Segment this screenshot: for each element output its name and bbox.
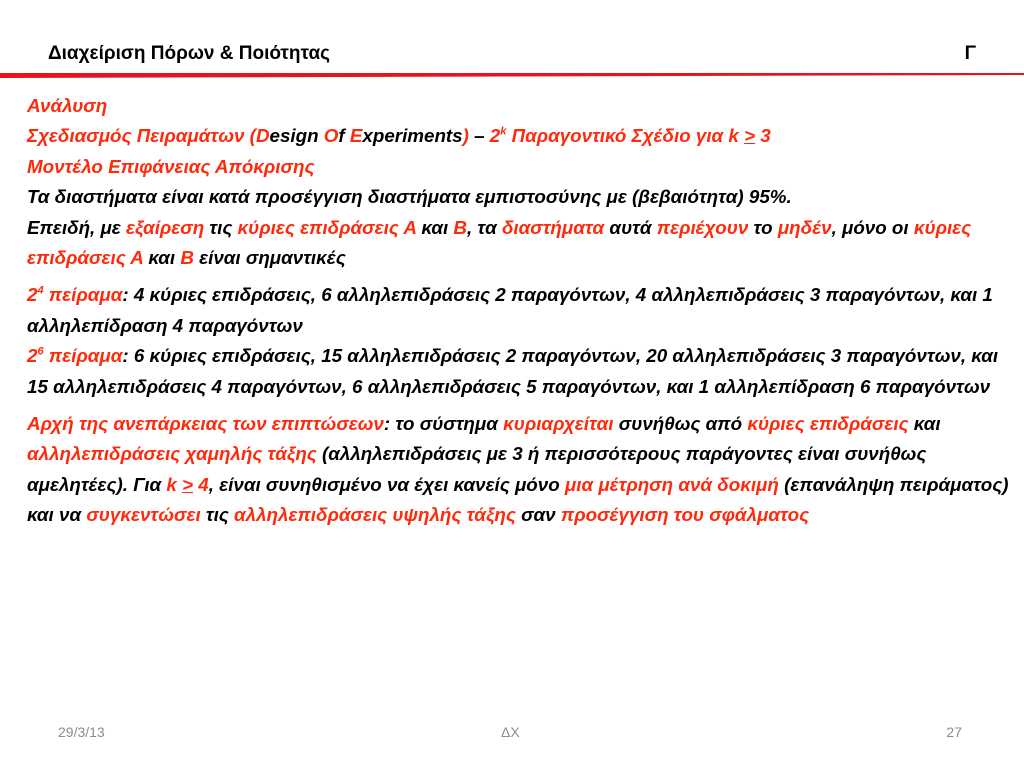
- experiment-2-6: $2^6$ πείραμα: 6 κύριες επιδράσεις, 15 αλληλεπιδράσεις 2 παραγόντων, 20 αλληλεπιδράσεις 3 παραγόντων, και 15 αλληλεπιδράσεις 4 παραγόντων, 6 αλληλεπιδράσεις 5 παραγόντων, και 1 αλληλεπίδραση 6 παραγόντων: [27, 345, 999, 397]
- header-divider: [0, 73, 1024, 78]
- doe-line: Σχεδιασμός Πειραμάτων (Design Of Experiments) – 2$^k$ Παραγοντικό Σχέδιο για k > 3: [27, 125, 771, 147]
- footer-date: 29/3/13: [58, 724, 105, 740]
- section-letter: Γ: [964, 43, 976, 64]
- analysis-heading: Ανάλυση: [27, 95, 108, 116]
- experiment-2-4: $2^4$ πείραμα: 4 κύριες επιδράσεις, 6 αλληλεπιδράσεις 2 παραγόντων, 4 αλληλεπιδράσεις 3 παραγόντων, και 1 αλληλεπίδραση 4 παραγόντων: [27, 284, 993, 336]
- response-surface-line: Μοντέλο Επιφάνειας Απόκρισης: [27, 155, 315, 177]
- slide-title: Διαχείριση Πόρων & Ποιότητας: [48, 43, 331, 64]
- effect-sparsity-paragraph: Αρχή της ανεπάρκειας των επιπτώσεων: το σύστημα κυριαρχείται συνήθως από κύριες επιδράσεις και αλληλεπιδράσεις χαμηλής τάξης (αλληλεπιδράσεις με 3 ή περισσότερους παράγοντες είναι συνήθως αμελητέες). Για k > 4, είναι συνηθισμένο να έχει κανείς μόνο μια μέτρηση ανά δοκιμή (επανάληψη πειράματος) και να συγκεντώσει τις αλληλεπιδράσεις υψηλής τάξης σαν προσέγγιση του σφάλματος: [27, 413, 1009, 526]
- page-number: 27: [946, 724, 962, 740]
- footer-author: ΔΧ: [501, 724, 520, 740]
- significance-sentence: Επειδή, με εξαίρεση τις κύριες επιδράσεις Α και Β, τα διαστήματα αυτά περιέχουν το μηδέν, μόνο οι κύριες επιδράσεις Α και Β είναι σημαντικές: [27, 216, 972, 269]
- slide-body: [27, 91, 1012, 531]
- intervals-sentence: Τα διαστήματα είναι κατά προσέγγιση διαστήματα εμπιστοσύνης με (βεβαιότητα) 95%.: [27, 186, 792, 208]
